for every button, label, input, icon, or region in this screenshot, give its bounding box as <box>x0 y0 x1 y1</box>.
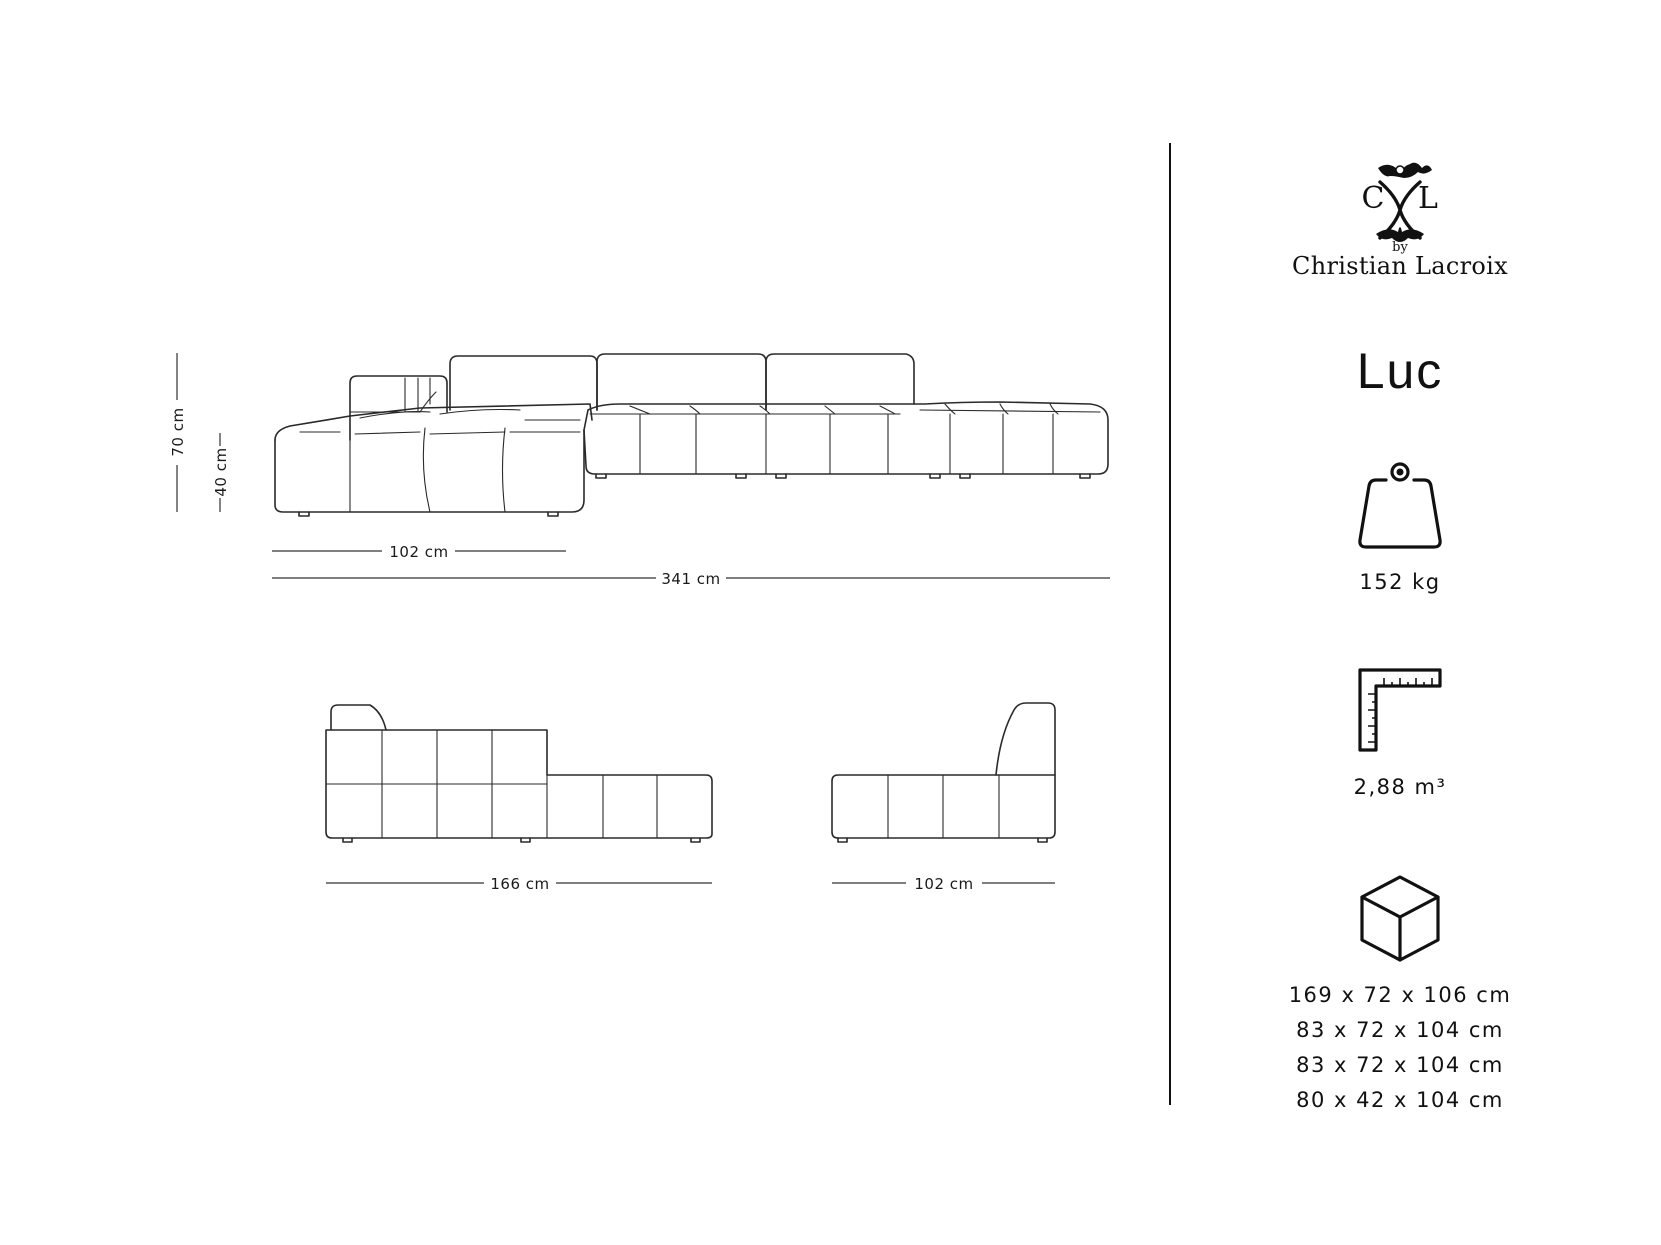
package-dimensions-list <box>1250 978 1550 1118</box>
sofa-side-view-left <box>326 705 712 842</box>
cxl-monogram-logo <box>1292 163 1508 280</box>
height-dimensions <box>169 353 230 512</box>
monogram-c: C <box>1361 181 1385 216</box>
width-dimensions <box>272 543 1110 588</box>
side-right-dimension <box>832 875 1055 893</box>
sofa-side-view-right <box>832 703 1055 842</box>
product-name: Luc <box>1356 343 1444 399</box>
package-dimension: 169 x 72 x 106 cm <box>1288 983 1512 1007</box>
package-cube-icon <box>1362 877 1438 960</box>
package-dimension: 83 x 72 x 104 cm <box>1296 1053 1504 1077</box>
brand-name: Christian Lacroix <box>1292 252 1508 280</box>
dim-chaise-width: 102 cm <box>389 543 449 561</box>
dim-seat-height: 40 cm <box>212 447 230 497</box>
weight-value: 152 kg <box>1359 570 1441 594</box>
brand-by: by <box>1392 240 1408 255</box>
volume-ruler-icon <box>1360 670 1440 750</box>
dim-side-depth-right: 102 cm <box>914 875 974 893</box>
volume-value: 2,88 m³ <box>1353 775 1447 799</box>
sofa-front-view <box>275 354 1108 516</box>
package-dimension: 80 x 42 x 104 cm <box>1296 1088 1504 1112</box>
package-dimension: 83 x 72 x 104 cm <box>1296 1018 1504 1042</box>
weight-icon <box>1360 464 1440 547</box>
side-left-dimension <box>326 875 712 893</box>
monogram-l: L <box>1418 181 1438 216</box>
dim-total-width: 341 cm <box>661 570 721 588</box>
dim-side-depth-left: 166 cm <box>490 875 550 893</box>
dim-total-height: 70 cm <box>169 407 187 457</box>
